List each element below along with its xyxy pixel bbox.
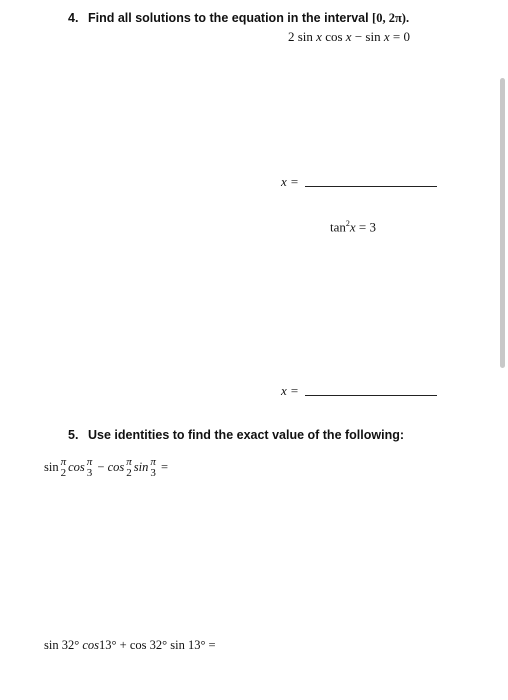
fraction-pi-over-2: π 2 bbox=[60, 456, 67, 479]
question-text: Use identities to find the exact value of the following: bbox=[88, 428, 405, 442]
interval: [0, 2π). bbox=[372, 11, 410, 25]
question-number: 4. bbox=[68, 11, 79, 25]
fraction-pi-over-3: π 3 bbox=[150, 456, 156, 479]
answer-1-blank[interactable] bbox=[305, 186, 437, 187]
question-number: 5. bbox=[68, 428, 79, 442]
expression-2: sin 32° cos13° + cos 32° sin 13° = bbox=[44, 638, 216, 652]
question-5-heading bbox=[68, 428, 404, 442]
fraction-pi-over-2: π 2 bbox=[126, 456, 132, 479]
answer-2-blank[interactable] bbox=[305, 395, 437, 396]
question-4-heading bbox=[68, 11, 409, 26]
equation-1: 2 sin x cos x − sin x = 0 bbox=[288, 29, 410, 44]
expression-1: sin π 2 cos π 3 − cos π 2 sin π 3 = bbox=[44, 456, 169, 479]
equation-2: $\tan^2x = 3$ bbox=[330, 219, 377, 235]
vertical-scrollbar[interactable] bbox=[500, 78, 505, 368]
answer-2-label: x = bbox=[281, 383, 299, 398]
answer-1-label: x = bbox=[281, 174, 299, 189]
fraction-pi-over-3: π 3 bbox=[86, 456, 93, 479]
question-text: Find all solutions to the equation in the interval bbox=[88, 11, 373, 25]
